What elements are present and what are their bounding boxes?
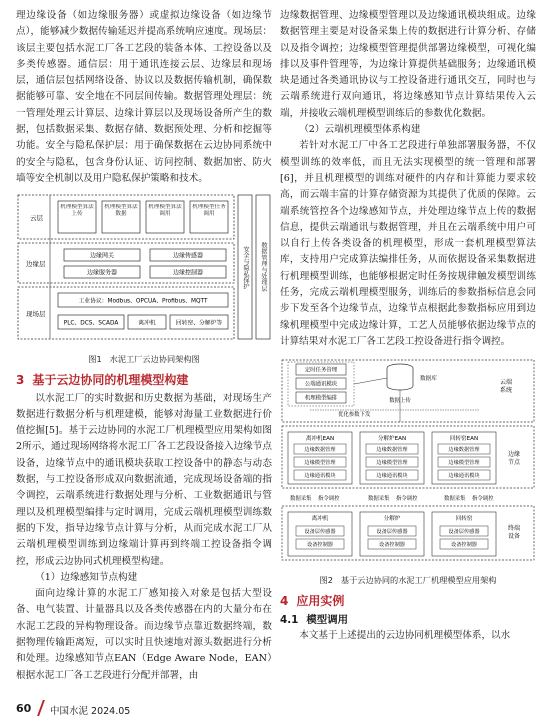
side-label: 数据管理与处理层 [260,242,267,293]
edge-label-line: 节点 [507,459,521,467]
flow-label: 数据采集 [290,496,312,503]
cloud-box: 机理模型算法上传 [60,204,94,218]
database-label: 数据库 [420,376,437,383]
device-module: 设备层传感器 [304,529,336,536]
edge-label-line: 边缘 [507,451,521,459]
edge-box: 边缘传感器 [172,252,204,260]
cloud-module: 定时任务管理 [304,367,338,374]
left-column [16,8,272,684]
field-box: 离冲机 [138,320,156,327]
edge-box: 边缘控制器 [172,269,204,277]
figure-caption [16,352,272,366]
layer-label: 边缘层 [26,260,46,269]
figure-number: 图1 [88,353,102,364]
mechanism-model-architecture-diagram [280,356,536,564]
cloud-module: 机理模型编排 [304,395,338,402]
edge-node-title: 离冲机EAN [305,436,335,443]
device-module: 设备控制器 [451,542,477,549]
layer-label: 云层 [30,214,43,223]
footer-divider [37,700,45,716]
edge-module: 边缘数据管理 [376,447,408,454]
terminal-label-line: 设备 [507,533,521,541]
cloud-edge-architecture-diagram [16,193,272,343]
paragraph: 边缘数据管理、边缘模型管理以及边缘通讯模块组成。边缘数据管理主要是对设备采集上传的数据进行计算分析、存储以及指令调控；边缘模型管理提供部署边缘模型，可视化编排以及事件管理等，为边缘计算提供基础服务；边缘通讯模块是通过各类通讯协议与工控设备进行通讯交互，同时也与云端系统进行双向通讯，将边缘感知节点计算结果传入云端，并接收云端机理模型训练后的参数优化数据。 [280,10,536,119]
layer-label [508,450,521,466]
cloud-label-line: 云端 [499,379,513,387]
edge-node-title: 分解炉EAN [377,436,407,443]
database-icon [387,364,413,390]
section-number: 4 [280,593,289,608]
flow-label: 指令调控 [472,496,494,503]
terminal-label-line: 终端 [507,525,521,533]
field-box: 回转窑、分解炉等 [175,320,223,327]
device-module: 设备控制器 [379,542,405,549]
side-label: 安全与隐私保护 [242,246,249,290]
subsection-number: 4.1 [280,613,299,626]
flow-label: 指令调控 [396,496,418,503]
section-number: 3 [16,372,25,387]
subsection-title: 模型调用 [306,613,348,626]
figure-caption-text: 水泥工厂云边协同架构图 [109,353,200,364]
cloud-box: 机理模型算法调用 [148,204,182,218]
device-title: 回转窑 [455,516,473,523]
flow-label: 数据采集 [444,496,466,503]
flow-label: 数据采集 [368,496,390,503]
figure-1 [16,193,272,365]
edge-module: 边缘通讯模块 [376,473,408,480]
paragraph: 理边缘设备（如边缘服务器）或虚拟边缘设备（如边缘节点），能够减少数据传输延迟并提高系统响应速度。现场层：该层主要包括水泥工厂各工艺段的装备本体、工控设备以及多类传感器。通信层：用于通讯连接云层、边缘层和现场层，通信层包括网络设备、协议以及数据传输机制，确保数据能够可靠、安全地在不同层间传输。数据管理处理层：统一管理处理云计算层、边缘计算层以及现场设备所产生的数据，包括数据采集、数据存储、数据预处理、分析和挖掘等功能。安全与隐私保护层：用于确保数据在云边协同系统中的安全与隐私，包含身份认证、访问控制、数据加密、防火墙等安全机制以及用户隐私保护策略和技术。 [16,10,272,184]
flow-label: 指令调控 [318,496,340,503]
subsection-heading: （2）云端机理模型体系构建 [299,124,421,136]
protocol-bar: 工业协议：Modbus、OPCUA、Profibus、MQTT [78,298,208,305]
edge-module: 边缘数据管理 [448,447,480,454]
edge-module: 边缘模型管理 [376,460,408,467]
section-title: 基于云边协同的机理模型构建 [32,372,189,387]
section-title: 应用实例 [296,593,345,608]
figure-number: 图2 [319,574,333,585]
device-module: 设备层传感器 [448,529,480,536]
device-module: 设备控制器 [307,542,333,549]
page-number: 60 [16,702,32,715]
cloud-module: 公端通讯模块 [304,381,338,388]
device-module: 设备层传感器 [376,529,408,536]
paragraph: 面向边缘计算的水泥工厂感知接入对象是包括大型设备、电气装置、计量器具以及各类传感器在内的大量分布在水泥工艺段的异构物理设备。而边缘节点靠近数据终端，数据物理传输距离短，可以实时且快速地对源头数据进行分析和处理。边缘感知节点EAN（Edge Aware Node，EAN）根据水泥工厂各工艺段进行分配并部署，由 [16,588,272,681]
subsection-heading [280,612,536,628]
device-title: 离冲机 [311,516,329,523]
paragraph: 以水泥工厂的实时数据和历史数据为基础，对现场生产数据进行数据分析与机理建模，能够对海量工业数据进行价值挖掘[5]。基于云边协同的水泥工厂机理模型应用架构如图2所示，通过现场网络将水泥工厂各工艺段设备接入边缘节点设备，边缘节点中的通讯模块获取工控设备中的静态与动态数据，与工控设备形成双向数据流通，完成现场设备端的指令调控，云端系统进行数据处理与分析、工业数据通讯与管理以及机理模型编排与定时调用，完成云端机理模型训练数据的下发，指导边缘节点计算与分析，从而完成水泥工厂从云端机理模型训练到边缘端计算再到终端工控设备指令调控，形成云边协同式机理模型构建。 [16,392,272,567]
figure-caption [280,573,536,587]
edge-module: 边缘模型管理 [304,460,336,467]
paragraph: 若针对水泥工厂中各工艺段进行单独部署服务器，不仅模型训练的效率低，而且无法实现模型的统一管理和部署[6]，并且机理模型的训练对硬件的内存和计算能力要求较高，而云端丰富的计算存储资源为其提供了优质的保障。云端系统管控各个边缘感知节点，并处理边缘节点上传的数据信息，提供云端通讯与数据管理，并且在云端系统中用户可以自行上传各类设备的机理模型，形成一套机理模型算法库，支持用户完成算法编排任务，从而依据设备采集数据进行机理模型训练，也能够根据定时任务按规律触发模型训练任务，完成云端机理模型服务，训练后的参数指标信息会同步下发至各个边缘节点，边缘节点根据此参数指标应用到边缘机理模型中完成边缘计算，工艺人员能够依据边缘节点的计算结果对水泥工厂各工艺段工控设备进行指令调控。 [280,140,536,347]
edge-module: 边缘模型管理 [448,460,480,467]
flow-label: 数据上传 [389,398,411,405]
edge-module: 边缘通讯模块 [448,473,480,480]
edge-module: 边缘数据管理 [304,447,336,454]
journal-name: 中国水泥 2024.05 [50,706,131,717]
section-heading [280,593,536,610]
right-column [280,8,536,644]
edge-node-title: 回转窑EAN [449,436,479,443]
layer-label [508,524,520,540]
field-box: PLC、DCS、SCADA [63,320,119,327]
edge-module: 边缘通讯模块 [304,473,336,480]
device-title: 分解炉 [383,516,401,523]
figure-2 [280,356,536,586]
section-heading [16,372,272,389]
edge-box: 边缘网关 [89,252,115,260]
cloud-box: 机理模型任务调用 [192,204,226,218]
page-footer [0,700,549,723]
subsection-heading: （1）边缘感知节点构建 [35,571,138,583]
layer-label: 现场层 [26,310,46,319]
figure-caption-text: 基于云边协同的水泥工厂机理模型应用架构 [340,574,497,585]
edge-box: 边缘服务器 [86,269,118,277]
layer-label [500,378,512,394]
flow-label: 优化参数下发 [338,412,371,419]
cloud-box: 机理模型算法数据 [104,204,138,218]
cloud-label-line: 系统 [499,387,513,395]
paragraph: 本文基于上述提出的云边协同机理模型体系，以水 [299,629,511,641]
